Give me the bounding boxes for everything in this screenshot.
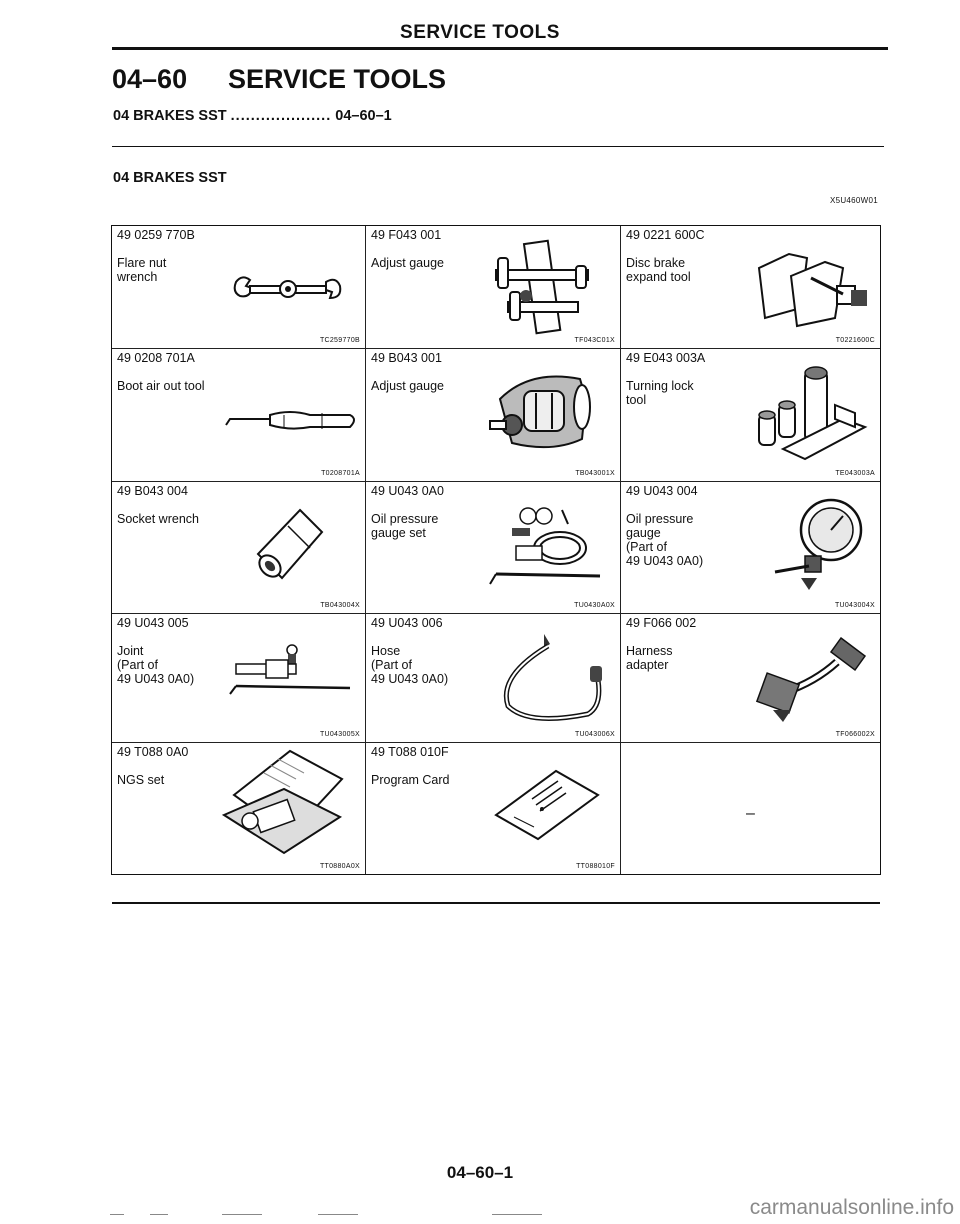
watermark: carmanualsonline.info <box>749 1196 954 1219</box>
tool-part-number: 49 F066 002 <box>626 616 697 630</box>
tool-part-number: 49 B043 001 <box>371 351 442 365</box>
disc-brake-expand-tool-icon <box>751 248 875 332</box>
tool-part-number: 49 U043 006 <box>371 616 443 630</box>
image-code: TE043003A <box>835 470 875 477</box>
tool-description: NGS set <box>117 773 165 787</box>
joint-icon <box>222 640 358 696</box>
tool-cell <box>112 482 365 613</box>
image-code: TU043005X <box>319 731 360 738</box>
figure-code: X5U460W01 <box>829 196 878 205</box>
bottom-rule <box>112 902 880 904</box>
tool-cell <box>366 614 620 742</box>
toc-entry[interactable] <box>113 108 392 124</box>
tool-cell <box>366 743 620 874</box>
flare-nut-wrench-icon <box>232 272 344 308</box>
image-code: TB043004X <box>320 602 360 609</box>
image-code: TU043004X <box>834 602 875 609</box>
image-code: TB043001X <box>575 470 615 477</box>
tools-table <box>111 225 881 875</box>
tool-cell <box>366 482 620 613</box>
tool-description: Oil pressure gauge (Part of 49 U043 0A0) <box>626 512 704 568</box>
tool-cell <box>621 614 880 742</box>
tool-description: Disc brake expand tool <box>626 256 691 284</box>
section-rule <box>112 146 884 147</box>
tool-description: Adjust gauge <box>371 256 444 270</box>
tool-part-number: 49 U043 004 <box>626 484 698 498</box>
subsection-title: 04 BRAKES SST <box>113 170 227 186</box>
page-number: 04–60–1 <box>446 1163 514 1182</box>
tool-description: Socket wrench <box>117 512 199 526</box>
tool-description: Harness adapter <box>626 644 673 672</box>
section-number: 04–60 <box>112 64 188 94</box>
harness-adapter-icon <box>755 632 875 730</box>
oil-pressure-gauge-icon <box>771 494 871 598</box>
adjust-gauge-icon <box>486 363 596 463</box>
image-code: TT0880A0X <box>319 863 360 870</box>
image-code: TF066002X <box>835 731 875 738</box>
tool-cell <box>621 482 880 613</box>
tool-cell <box>112 743 365 874</box>
tool-part-number: 49 0259 770B <box>117 228 195 242</box>
boot-air-out-tool-icon <box>224 401 358 435</box>
tool-cell <box>621 349 880 481</box>
tool-part-number: 49 T088 010F <box>371 745 449 759</box>
tool-description: Adjust gauge <box>371 379 444 393</box>
header-rule <box>112 47 888 50</box>
tool-description: Oil pressure gauge set <box>371 512 439 540</box>
tool-part-number: 49 B043 004 <box>117 484 188 498</box>
tool-description: Boot air out tool <box>117 379 205 393</box>
toc-leader-dots: .................... <box>230 108 332 124</box>
tool-part-number: 49 T088 0A0 <box>117 745 189 759</box>
scan-artifact <box>150 1214 168 1215</box>
tool-part-number: 49 0208 701A <box>117 351 195 365</box>
image-code: TU043006X <box>574 731 615 738</box>
socket-wrench-icon <box>252 506 332 586</box>
turning-lock-tool-icon <box>755 365 871 471</box>
tool-cell <box>366 226 620 348</box>
image-code: T0208701A <box>321 470 360 477</box>
oil-pressure-gauge-set-icon <box>476 502 610 592</box>
section-title: SERVICE TOOLS <box>228 64 447 94</box>
image-code: TF043C01X <box>574 337 615 344</box>
running-header: SERVICE TOOLS <box>400 22 560 43</box>
tool-cell <box>112 349 365 481</box>
tool-description: Program Card <box>371 773 450 787</box>
tool-part-number: 49 0221 600C <box>626 228 705 242</box>
hose-icon <box>492 626 612 726</box>
tool-description: Joint (Part of 49 U043 0A0) <box>117 644 195 686</box>
image-code: TC259770B <box>319 337 360 344</box>
image-code: TU0430A0X <box>574 602 615 609</box>
tool-cell <box>112 614 365 742</box>
scan-artifact <box>318 1214 358 1215</box>
tool-description: Flare nut wrench <box>117 256 167 284</box>
tool-cell-empty <box>621 743 880 874</box>
tool-description: Hose (Part of 49 U043 0A0) <box>371 644 449 686</box>
image-code: T0221600C <box>835 337 875 344</box>
program-card-icon <box>492 765 602 845</box>
image-code: TT088010F <box>576 863 615 870</box>
tool-cell <box>366 349 620 481</box>
empty-cell-dash: – <box>746 805 755 822</box>
ngs-set-icon <box>220 745 346 857</box>
tool-part-number: 49 U043 0A0 <box>371 484 444 498</box>
tool-part-number: 49 F043 001 <box>371 228 442 242</box>
tool-description: Turning lock tool <box>626 379 694 407</box>
tool-cell <box>112 226 365 348</box>
scan-artifact <box>222 1214 262 1215</box>
tool-part-number: 49 E043 003A <box>626 351 706 365</box>
tool-part-number: 49 U043 005 <box>117 616 189 630</box>
adjust-gauge-icon <box>486 236 596 336</box>
scan-artifact <box>492 1214 542 1215</box>
toc-page: 04–60–1 <box>335 108 392 124</box>
toc-label: 04 BRAKES SST <box>113 108 227 124</box>
tool-cell <box>621 226 880 348</box>
scan-artifact <box>110 1214 124 1215</box>
